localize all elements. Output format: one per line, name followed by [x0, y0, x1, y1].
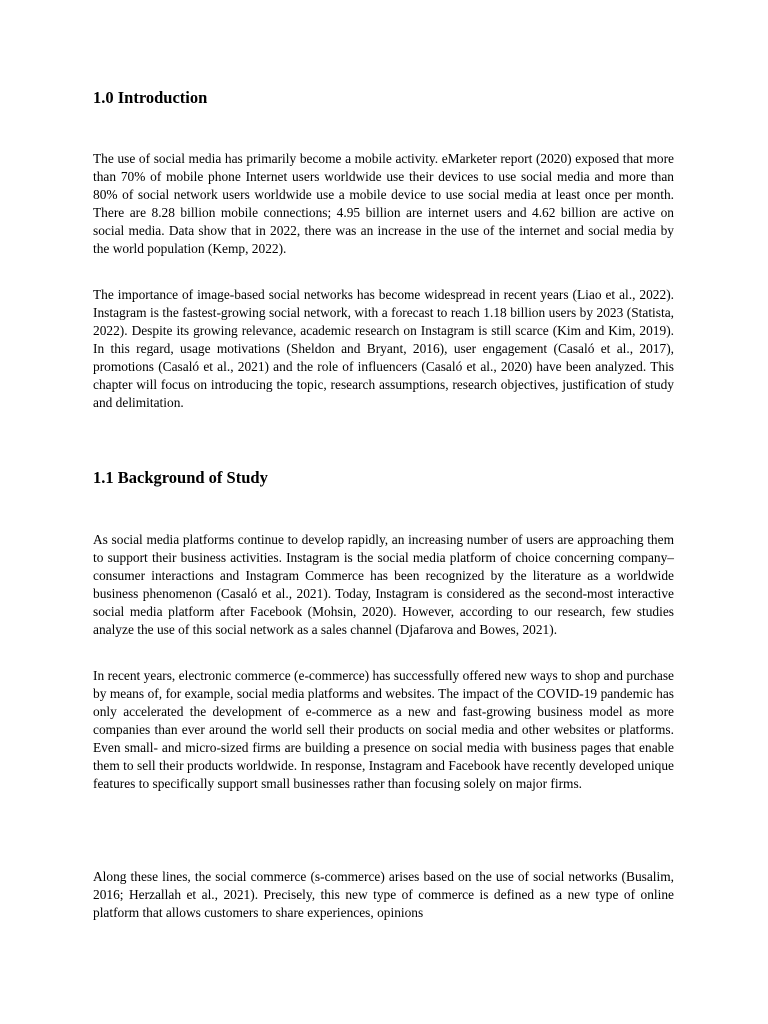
paragraph: Along these lines, the social commerce (s-commerce) arises based on the use of social networks (Busalim, 2016; Herzallah et al., 2021). Precisely, this new type of commerce is defined as a new type of online platform that allows customers to share experiences, opinions [93, 869, 674, 920]
paragraph: As social media platforms continue to develop rapidly, an increasing number of users are approaching them to support their business activities. Instagram is the social media platform of choice concerning company–consumer interactions and Instagram Commerce has been recognized by the literature as a worldwide business phenomenon (Casaló et al., 2021). Today, Instagram is considered as the second-most interactive social media platform after Facebook (Mohsin, 2020). However, according to our research, few studies analyze the use of this social network as a sales channel (Djafarova and Bowes, 2021). [93, 532, 674, 637]
section-heading-introduction: 1.0 Introduction [93, 88, 208, 107]
paragraph: In recent years, electronic commerce (e-commerce) has successfully offered new ways to shop and purchase by means of, for example, social media platforms and websites. The impact of the COVID-19 pandemic has only accelerated the development of e-commerce as a new and fast-growing business model as more companies than ever around the world sell their products on social media and other websites or platforms. Even small- and micro-sized firms are building a presence on social media with business pages that enable them to sell their products worldwide. In response, Instagram and Facebook have recently developed unique features to specifically support small businesses rather than focusing solely on major firms. [93, 668, 674, 791]
paragraph: The use of social media has primarily become a mobile activity. eMarketer report (2020) exposed that more than 70% of mobile phone Internet users worldwide use their devices to use social media and more than 80% of social network users worldwide use a mobile device to use social media at least once per month. There are 8.28 billion mobile connections; 4.95 billion are internet users and 4.62 billion are active on social media. Data show that in 2022, there was an increase in the use of the internet and social media by the world population (Kemp, 2022). [93, 151, 674, 256]
section-heading-background: 1.1 Background of Study [93, 468, 268, 487]
paragraph: The importance of image-based social networks has become widespread in recent years (Liao et al., 2022). Instagram is the fastest-growing social network, with a forecast to reach 1.18 billion users by 2023 (Statista, 2022). Despite its growing relevance, academic research on Instagram is still scarce (Kim and Kim, 2019). In this regard, usage motivations (Sheldon and Bryant, 2016), user engagement (Casaló et al., 2017), promotions (Casaló et al., 2021) and the role of influencers (Casaló et al., 2020) have been analyzed. This chapter will focus on introducing the topic, research assumptions, research objectives, justification of study and delimitation. [93, 287, 674, 410]
